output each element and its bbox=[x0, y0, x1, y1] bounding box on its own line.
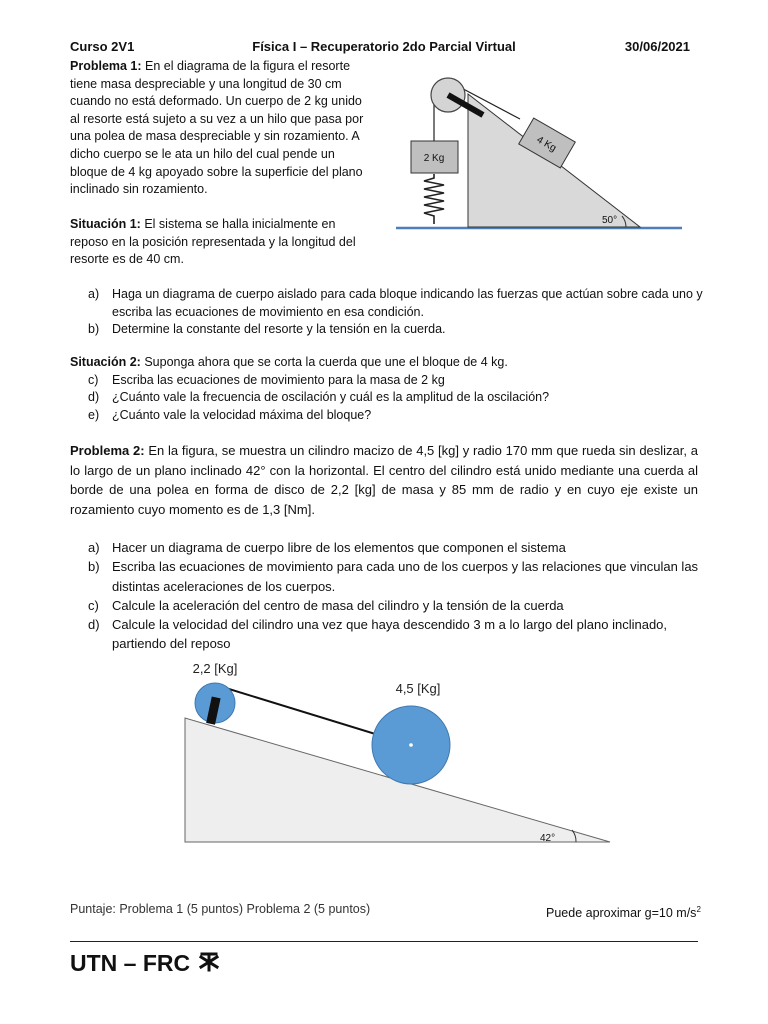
question-item bbox=[70, 557, 710, 596]
question-text: Calcule la aceleración del centro de masa del cilindro y la tensión de la cuerda bbox=[112, 597, 564, 613]
question-text: Haga un diagrama de cuerpo aislado para cada bloque indicando las fuerzas que actúan sobre cada uno y escriba las ecuaciones de movimiento en esa condición. bbox=[112, 287, 703, 319]
institution-logo bbox=[70, 950, 219, 976]
problem1-intro bbox=[70, 58, 370, 199]
question-letter: c) bbox=[88, 372, 99, 387]
pulley-mass-label: 2,2 [Kg] bbox=[192, 661, 238, 676]
gravity-note bbox=[546, 901, 701, 923]
institution-name: UTN – FRC bbox=[70, 950, 191, 976]
question-letter: b) bbox=[88, 559, 100, 575]
question-item bbox=[70, 407, 710, 425]
problem1-questions bbox=[70, 286, 710, 339]
problem1-text: En el diagrama de la figura el resorte tiene masa despreciable y una longitud de 30 cm cuando no está deformado. Un cuerpo de 2 kg unido al resorte está sujeto a su vez a un hilo que pasa por una polea de masa despreciable y sin rozamiento. A dicho cuerpo se le ata un hilo del cual pende un bloque de 4 kg apoyado sobre la superficie del plano inclinado sin rozamiento. bbox=[70, 59, 364, 197]
problem1-figure bbox=[390, 70, 690, 238]
question-letter: d) bbox=[88, 617, 100, 633]
question-text: Determine la constante del resorte y la tensión en la cuerda. bbox=[112, 322, 446, 337]
question-letter: b) bbox=[88, 322, 100, 337]
question-letter: d) bbox=[88, 390, 100, 405]
question-letter: c) bbox=[88, 597, 99, 613]
cylinder-center bbox=[409, 743, 413, 747]
situation1 bbox=[70, 216, 375, 269]
question-text: ¿Cuánto vale la velocidad máxima del bloque? bbox=[112, 407, 372, 422]
question-item bbox=[70, 389, 710, 407]
question-item bbox=[70, 538, 710, 557]
problem2-title: Problema 2: bbox=[70, 443, 145, 458]
question-letter: e) bbox=[88, 407, 100, 422]
question-text: Calcule la velocidad del cilindro una vez que haya descendido 3 m a lo largo del plano inclinado, partiendo del reposo bbox=[112, 617, 668, 652]
question-text: Escriba las ecuaciones de movimiento para cada uno de los cuerpos y las relaciones que vinculan las distintas aceleraciones de los cuerpos. bbox=[112, 559, 699, 594]
block-4kg-label: 4 Kg bbox=[534, 134, 558, 155]
course-label: Curso 2V1 bbox=[70, 39, 135, 54]
question-item bbox=[70, 615, 710, 654]
situation1-text: El sistema se halla inicialmente en reposo en la posición representada y la longitud del resorte es de 40 cm. bbox=[70, 217, 356, 267]
situation1-title: Situación 1: bbox=[70, 217, 141, 231]
question-text: Escriba las ecuaciones de movimiento para la masa de 2 kg bbox=[112, 372, 445, 387]
problem2-text: En la figura, se muestra un cilindro macizo de 4,5 [kg] y radio 170 mm que rueda sin deslizar, a lo largo de un plano inclinado 42° con la horizontal. El centro del cilindro está unido mediante una cuerda al borde de una polea en forma de disco de 2,2 [kg] de masa y 85 mm de radio y en cuyo eje existe un rozamiento cuyo momento es de 1,3 [Nm]. bbox=[70, 443, 698, 517]
angle-label: 50° bbox=[602, 215, 618, 226]
question-text: Hacer un diagrama de cuerpo libre de los elementos que componen el sistema bbox=[112, 540, 566, 555]
utn-star-icon bbox=[199, 952, 219, 972]
question-item bbox=[70, 596, 710, 615]
question-letter: a) bbox=[88, 540, 100, 555]
question-item bbox=[70, 321, 710, 339]
question-item bbox=[70, 286, 710, 321]
situation2-title: Situación 2: bbox=[70, 355, 141, 369]
gravity-exponent: 2 bbox=[696, 905, 701, 914]
question-item bbox=[70, 372, 710, 390]
problem2-figure bbox=[180, 655, 620, 850]
footer-divider bbox=[70, 941, 698, 942]
question-text: ¿Cuánto vale la frecuencia de oscilación y cuál es la amplitud de la oscilación? bbox=[112, 390, 550, 405]
problem1-title: Problema 1: bbox=[70, 59, 142, 73]
problem2-questions bbox=[70, 538, 710, 654]
exam-date: 30/06/2021 bbox=[624, 39, 690, 54]
angle-label-2: 42° bbox=[540, 833, 556, 844]
cylinder-mass-label: 4,5 [Kg] bbox=[395, 681, 441, 696]
exam-title: Física I – Recuperatorio 2do Parcial Virtual bbox=[252, 39, 516, 54]
question-letter: a) bbox=[88, 287, 100, 301]
problem2-statement bbox=[70, 441, 698, 519]
situation2 bbox=[70, 354, 710, 424]
score-note: Puntaje: Problema 1 (5 puntos) Problema 2 (5 puntos) bbox=[70, 902, 371, 916]
gravity-text: Puede aproximar g=10 m/s bbox=[546, 906, 697, 921]
spring bbox=[424, 174, 444, 224]
block-2kg-label: 2 Kg bbox=[423, 153, 445, 164]
situation2-text: Suponga ahora que se corta la cuerda que une el bloque de 4 kg. bbox=[144, 355, 508, 369]
